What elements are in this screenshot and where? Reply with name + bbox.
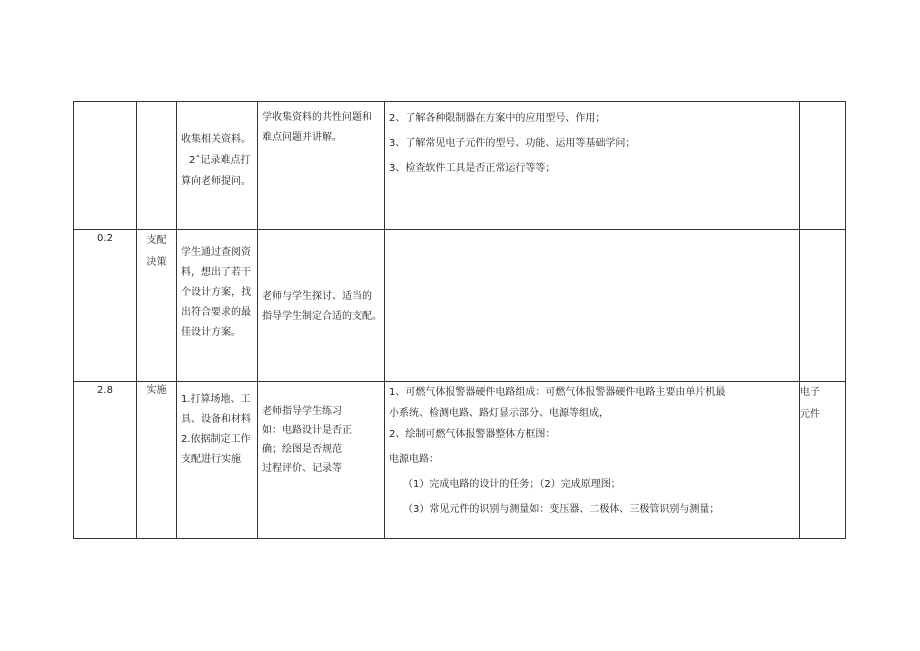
phase-label-line: 决策	[146, 257, 167, 268]
lesson-plan-table	[73, 101, 846, 539]
student-activity-line: 佳设计方案。	[181, 327, 241, 338]
student-activity-line: 学生通过查阅资	[181, 247, 251, 258]
student-activity-line: 2.依据制定工作	[181, 434, 251, 445]
student-activity-line: 收集相关资料。	[181, 134, 251, 145]
content-line: 2、绘制可燃气体报警器整体方框图：	[389, 429, 556, 440]
content-line: 小系统、检测电路、路灯显示部分、电源等组成，	[389, 408, 609, 419]
content-line: （1）完成电路的设计的任务；（2）完成原理图；	[403, 479, 621, 490]
content-cell	[385, 382, 800, 539]
notes-line: 电子	[800, 387, 820, 398]
content-line: 电源电路：	[389, 454, 439, 465]
student-activity-line: 料，想出了若干	[181, 267, 251, 278]
student-activity-line: 出符合要求的最	[181, 307, 251, 318]
teacher-activity-line: 如：电路设计是否正	[262, 425, 352, 436]
phase-cell	[137, 230, 177, 382]
teacher-activity-line: 确；绘图是否规范	[262, 444, 342, 455]
table-row	[74, 230, 846, 382]
content-line: （3）常见元件的识别与测量如：变压器、二极体、三极管识别与测量；	[403, 504, 720, 515]
student-activity-line: 支配进行实施	[181, 454, 241, 465]
content-cell	[385, 230, 800, 382]
content-line: 1、可燃气体报警器硬件电路组成：可燃气体报警器硬件电路主要由单片机最	[389, 387, 726, 398]
teacher-activity-line: 难点问题并讲解。	[262, 132, 342, 143]
phase-label-line: 支配	[146, 235, 167, 246]
student-activity-line: 1.打算场地、工	[181, 394, 251, 405]
teacher-activity-line: 老师与学生探讨、适当的	[262, 291, 372, 302]
teacher-activity-cell	[258, 230, 385, 382]
student-activity-cell	[177, 230, 258, 382]
row-number: 2.8	[74, 382, 137, 539]
teacher-activity-line: 学收集资料的共性问题和	[262, 112, 372, 123]
notes-cell	[800, 102, 846, 230]
notes-cell	[800, 230, 846, 382]
phase-cell	[137, 382, 177, 539]
student-activity-line: 个设计方案，找	[181, 287, 251, 298]
row-number	[74, 102, 137, 230]
content-line: 3、了解常见电子元件的型号、功能、运用等基础学问；	[389, 138, 636, 149]
student-activity-cell	[177, 382, 258, 539]
notes-cell	[800, 382, 846, 539]
student-activity-line: 2ˆ记录难点打	[189, 155, 251, 166]
content-line: 3、检查软件工具是否正常运行等等；	[389, 163, 556, 174]
teacher-activity-cell	[258, 102, 385, 230]
notes-line: 元件	[800, 409, 820, 420]
phase-label-line: 实施	[146, 385, 167, 396]
teacher-activity-line: 过程评价、记录等	[262, 463, 342, 474]
table-row	[74, 382, 846, 539]
table-row	[74, 102, 846, 230]
row-number: 0.2	[74, 230, 137, 382]
teacher-activity-line: 老师指导学生练习	[262, 406, 342, 417]
content-line: 2、了解各种限制器在方案中的应用型号、作用；	[389, 113, 606, 124]
student-activity-line: 算向老师提问。	[181, 176, 251, 187]
content-cell	[385, 102, 800, 230]
student-activity-cell	[177, 102, 258, 230]
teacher-activity-line: 指导学生制定合适的支配。	[262, 311, 382, 322]
student-activity-line: 具、设备和材料	[181, 414, 251, 425]
phase-cell	[137, 102, 177, 230]
teacher-activity-cell	[258, 382, 385, 539]
